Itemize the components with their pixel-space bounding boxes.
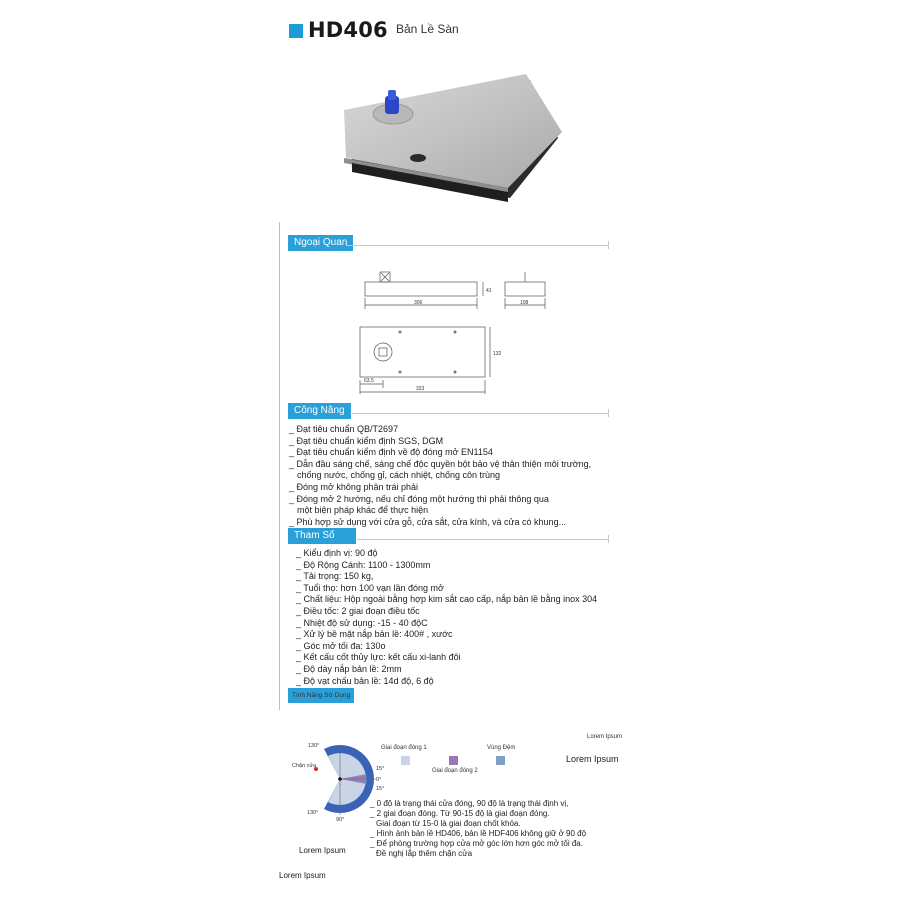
divider-tick	[608, 535, 609, 543]
list-item: _ Kết cấu cốt thủy lực: kết cấu xi-lanh đôi	[296, 652, 461, 663]
header-square-icon	[289, 24, 303, 38]
tham-so-list	[296, 548, 597, 687]
divider	[346, 245, 608, 246]
lorem-bottom-left: Lorem Ipsum	[279, 871, 326, 880]
list-item: _ Hình ảnh bản lề HD406, bản lề HDF406 không giữ ở 90 độ	[370, 829, 587, 838]
door-stop-label: Chặn cửa	[292, 763, 317, 769]
list-item: _ Độ dày nắp bản lề: 2mm	[296, 663, 402, 674]
dim-108: 108	[520, 300, 529, 306]
page-subtitle: Bản Lề Sàn	[396, 22, 459, 36]
list-item: _ Phù hợp sử dụng với cửa gỗ, cửa sắt, cửa kính, và cửa có khung...	[289, 516, 567, 527]
list-item: _ 2 giai đoạn đóng. Từ 90-15 độ là giai đoạn đóng.	[370, 809, 550, 818]
list-item: _ Đạt tiêu chuẩn QB/T2697	[289, 424, 399, 434]
list-item: _ Tuổi thọ: hơn 100 vạn lần đóng mở	[296, 582, 444, 593]
section-label-cong-nang: Công Năng	[288, 403, 351, 419]
legend-stage1-label: Giai đoạn đóng 1	[381, 745, 427, 751]
angle-0: 0°	[376, 777, 382, 783]
dim-41: 41	[486, 288, 492, 294]
dim-63-5: 63.5	[364, 378, 374, 384]
list-item: _ Nhiệt độ sử dụng: -15 - 40 độC	[296, 617, 428, 628]
page-title: HD406	[308, 18, 388, 42]
list-item: _ Đóng mở không phân trái phải	[289, 481, 418, 492]
list-item: _ Tải trọng: 150 kg,	[296, 571, 374, 582]
vertical-guide	[279, 222, 280, 710]
angle-15-top: 15°	[376, 766, 385, 772]
lorem-top-right: Lorem Ipsum	[587, 734, 623, 740]
divider-tick	[608, 409, 609, 417]
legend-stage1-swatch	[401, 756, 410, 765]
angle-90: 90°	[336, 817, 345, 823]
section-label-tham-so: Tham Số	[288, 528, 356, 544]
list-item: _ Góc mở tối đa: 130o	[296, 640, 386, 651]
list-item: _ Chất liệu: Hộp ngoài bằng hợp kim sắt cao cấp, nắp bản lề bằng inox 304	[296, 594, 598, 605]
list-item: _ Đạt tiêu chuẩn kiểm định về độ đóng mở EN1154	[289, 447, 493, 458]
legend-stage2-swatch	[449, 756, 458, 765]
angle-130-top: 130°	[308, 743, 320, 749]
list-item: _ Dẫn đầu sáng chế, sáng chế độc quyền bột bảo vệ thân thiện môi trường,	[289, 458, 592, 469]
angle-15-bottom: 15°	[376, 786, 385, 792]
list-item: Giai đoạn từ 15-0 là giai đoạn chốt khóa.	[376, 819, 521, 828]
lorem-right-big: Lorem Ipsum	[566, 754, 619, 764]
angle-130-bottom: 130°	[307, 810, 319, 816]
divider	[350, 413, 608, 414]
dim-132: 132	[493, 351, 502, 357]
list-item: _ Kiểu định vị: 90 độ	[296, 548, 378, 558]
list-item: _ 0 độ là trạng thái cửa đóng, 90 độ là trạng thái định vị,	[370, 799, 569, 808]
list-item: _ Xử lý bề mặt nắp bản lề: 400# , xước	[296, 629, 453, 640]
list-item: _ Điều tốc: 2 giai đoạn điều tốc	[296, 605, 420, 616]
legend-stage2-label: Giai đoạn đóng 2	[432, 768, 478, 774]
list-item: _ Để phòng trường hợp cửa mở góc lớn hơn góc mở tối đa.	[370, 839, 583, 848]
list-item: _ Độ vạt chấu bản lề: 14d độ, 6 độ	[296, 675, 434, 686]
dim-323: 323	[416, 386, 425, 392]
list-item: Đề nghị lắp thêm chặn cửa	[376, 849, 473, 858]
technical-drawing	[350, 262, 560, 417]
cong-nang-list	[289, 424, 591, 528]
list-item: _ Độ Rộng Cánh: 1100 - 1300mm	[296, 559, 431, 570]
list-item: _ Đóng mở 2 hướng, nếu chỉ đóng một hướng thì phải thông qua	[289, 493, 549, 504]
divider-tick	[608, 241, 609, 249]
product-image	[330, 60, 570, 210]
lorem-under-diagram: Lorem Ipsum	[299, 846, 346, 855]
legend-buffer-swatch	[496, 756, 505, 765]
section-label-tinh-nang: Tính Năng Sử Dụng	[288, 688, 354, 703]
list-item: _ Đạt tiêu chuẩn kiểm định SGS, DGM	[289, 435, 444, 446]
notes-list	[370, 799, 586, 859]
section-label-ngoai-quan: Ngoại Quan	[288, 235, 353, 251]
dim-306: 306	[414, 300, 423, 306]
legend-buffer-label: Vùng Đệm	[487, 745, 516, 751]
list-item: chống nước, chống gỉ, cách nhiệt, chống côn trùng	[297, 470, 501, 481]
divider	[357, 539, 608, 540]
list-item: một biện pháp khác để thực hiện	[297, 505, 429, 516]
